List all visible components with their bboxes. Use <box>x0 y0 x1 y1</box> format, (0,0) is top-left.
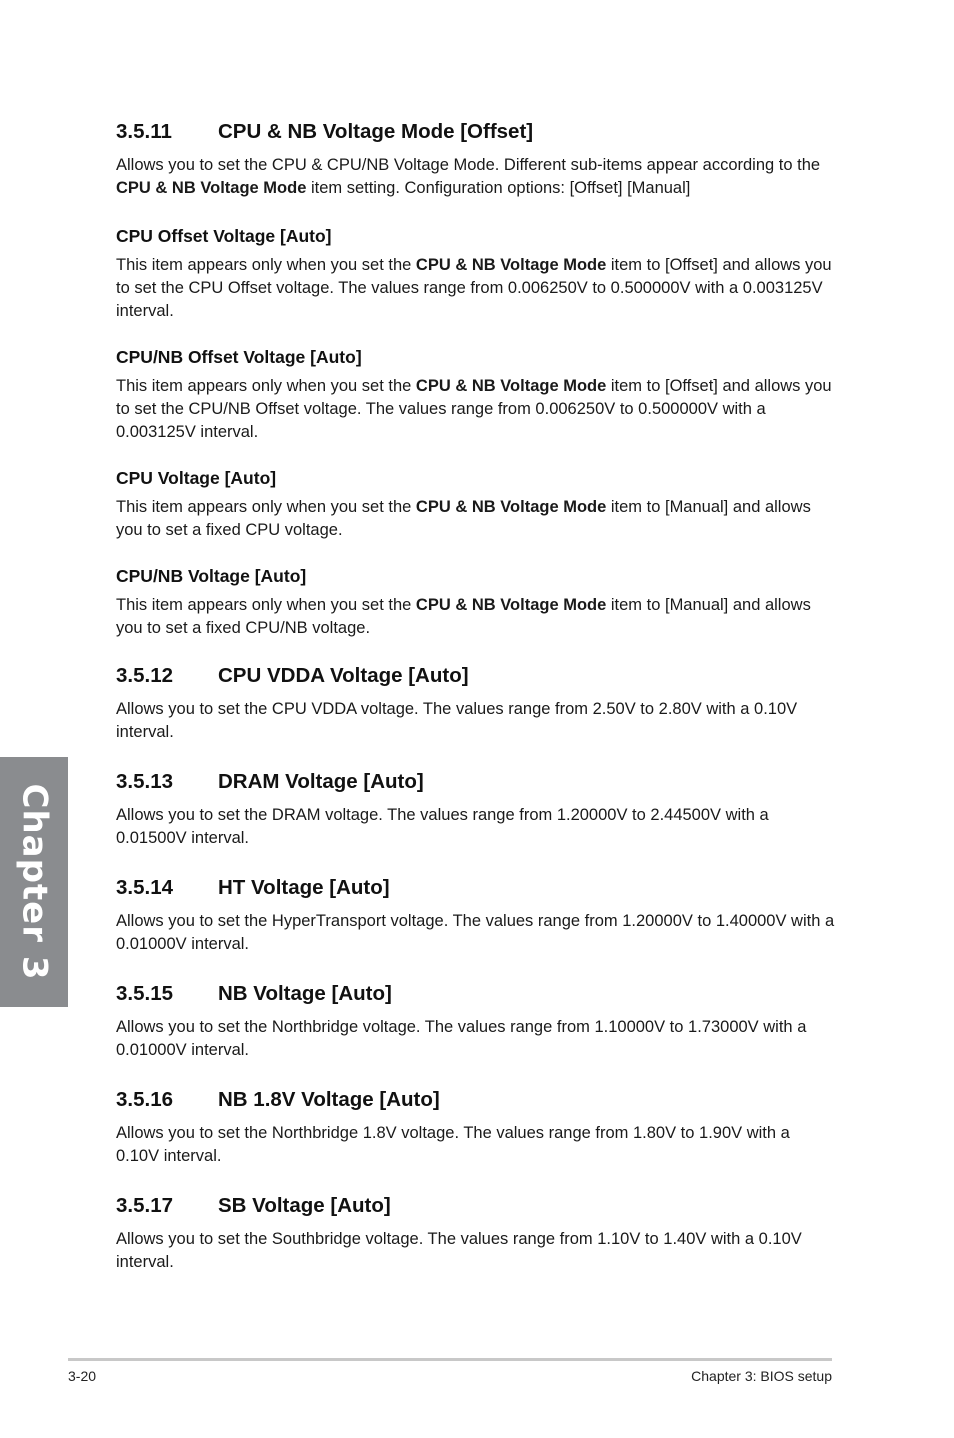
section-heading <box>116 1192 836 1220</box>
section-description <box>116 154 836 200</box>
text-run: Allows you to set the CPU & CPU/NB Voltage Mode. Different sub-items appear according to the <box>116 156 821 174</box>
subsection-cpu-offset-voltage <box>116 224 836 323</box>
section-heading <box>116 874 836 902</box>
footer-divider <box>68 1358 832 1361</box>
subsection-title: CPU/NB Offset Voltage [Auto] <box>116 347 362 367</box>
text-run: item to [Offset] and allows you to set the CPU Offset voltage. The values range from 0.006250V to 0.500000V with a 0.003125V interval. <box>116 256 832 320</box>
section-number: 3.5.14 <box>116 876 173 899</box>
subsection-cpunb-voltage <box>116 564 836 640</box>
text-run: item to [Offset] and allows you to set the CPU/NB Offset voltage. The values range from 0.006250V to 0.500000V with a 0.003125V interval. <box>116 377 832 441</box>
section-3-5-17 <box>116 1192 836 1274</box>
section-heading <box>116 1086 836 1114</box>
section-title: SB Voltage [Auto] <box>218 1194 391 1217</box>
section-heading <box>116 768 836 796</box>
section-heading <box>116 980 836 1008</box>
text-run: This item appears only when you set the <box>116 256 416 274</box>
section-number: 3.5.11 <box>116 120 172 143</box>
chapter-tab-label: Chapter 3 <box>14 783 55 981</box>
section-description: Allows you to set the HyperTransport voltage. The values range from 1.20000V to 1.40000V with a 0.01000V interval. <box>116 912 835 953</box>
section-title: CPU VDDA Voltage [Auto] <box>218 664 469 687</box>
section-title: HT Voltage [Auto] <box>218 876 390 899</box>
page-content <box>116 118 836 1298</box>
text-run: This item appears only when you set the <box>116 377 416 395</box>
bold-term: CPU & NB Voltage Mode <box>415 256 607 274</box>
subsection-cpunb-offset-voltage <box>116 345 836 444</box>
text-run: item setting. Configuration options: [Offset] [Manual] <box>306 179 691 197</box>
subsection-title: CPU Voltage [Auto] <box>116 468 277 488</box>
text-run: This item appears only when you set the <box>116 596 416 614</box>
subsection-description <box>116 375 836 444</box>
subsection-cpu-voltage <box>116 466 836 542</box>
subsection-description <box>116 496 836 542</box>
subsection-title: CPU/NB Voltage [Auto] <box>116 566 307 586</box>
section-number: 3.5.12 <box>116 664 173 687</box>
section-3-5-14 <box>116 874 836 956</box>
section-number: 3.5.17 <box>116 1194 173 1217</box>
section-3-5-11 <box>116 118 836 200</box>
subsection-description <box>116 594 836 640</box>
section-number: 3.5.15 <box>116 982 173 1005</box>
section-description: Allows you to set the Northbridge voltage. The values range from 1.10000V to 1.73000V with a 0.01000V interval. <box>116 1018 807 1059</box>
section-title: DRAM Voltage [Auto] <box>218 770 424 793</box>
section-3-5-13 <box>116 768 836 850</box>
section-3-5-16 <box>116 1086 836 1168</box>
section-description: Allows you to set the Southbridge voltage. The values range from 1.10V to 1.40V with a 0.10V interval. <box>116 1230 802 1271</box>
section-heading <box>116 118 836 146</box>
section-number: 3.5.16 <box>116 1088 173 1111</box>
subsection-title: CPU Offset Voltage [Auto] <box>116 226 332 246</box>
subsection-description <box>116 254 836 323</box>
section-title: CPU & NB Voltage Mode [Offset] <box>218 120 534 143</box>
bold-term: CPU & NB Voltage Mode <box>415 377 607 395</box>
bold-term: CPU & NB Voltage Mode <box>415 498 607 516</box>
section-title: NB Voltage [Auto] <box>218 982 392 1005</box>
section-heading <box>116 662 836 690</box>
section-title: NB 1.8V Voltage [Auto] <box>218 1088 440 1111</box>
section-description: Allows you to set the CPU VDDA voltage. The values range from 2.50V to 2.80V with a 0.10V interval. <box>116 700 798 741</box>
section-3-5-15 <box>116 980 836 1062</box>
section-number: 3.5.13 <box>116 770 173 793</box>
text-run: item to [Manual] and allows you to set a fixed CPU voltage. <box>116 498 811 539</box>
section-description: Allows you to set the Northbridge 1.8V voltage. The values range from 1.80V to 1.90V with a 0.10V interval. <box>116 1124 790 1165</box>
bold-term: CPU & NB Voltage Mode <box>415 596 607 614</box>
footer-chapter-label: Chapter 3: BIOS setup <box>691 1368 832 1384</box>
chapter-tab <box>0 757 68 1007</box>
text-run: This item appears only when you set the <box>116 498 416 516</box>
section-description: Allows you to set the DRAM voltage. The values range from 1.20000V to 2.44500V with a 0.01500V interval. <box>116 806 769 847</box>
section-3-5-12 <box>116 662 836 744</box>
bold-term: CPU & NB Voltage Mode <box>116 179 307 197</box>
page-number: 3-20 <box>68 1368 97 1384</box>
text-run: item to [Manual] and allows you to set a fixed CPU/NB voltage. <box>116 596 811 637</box>
